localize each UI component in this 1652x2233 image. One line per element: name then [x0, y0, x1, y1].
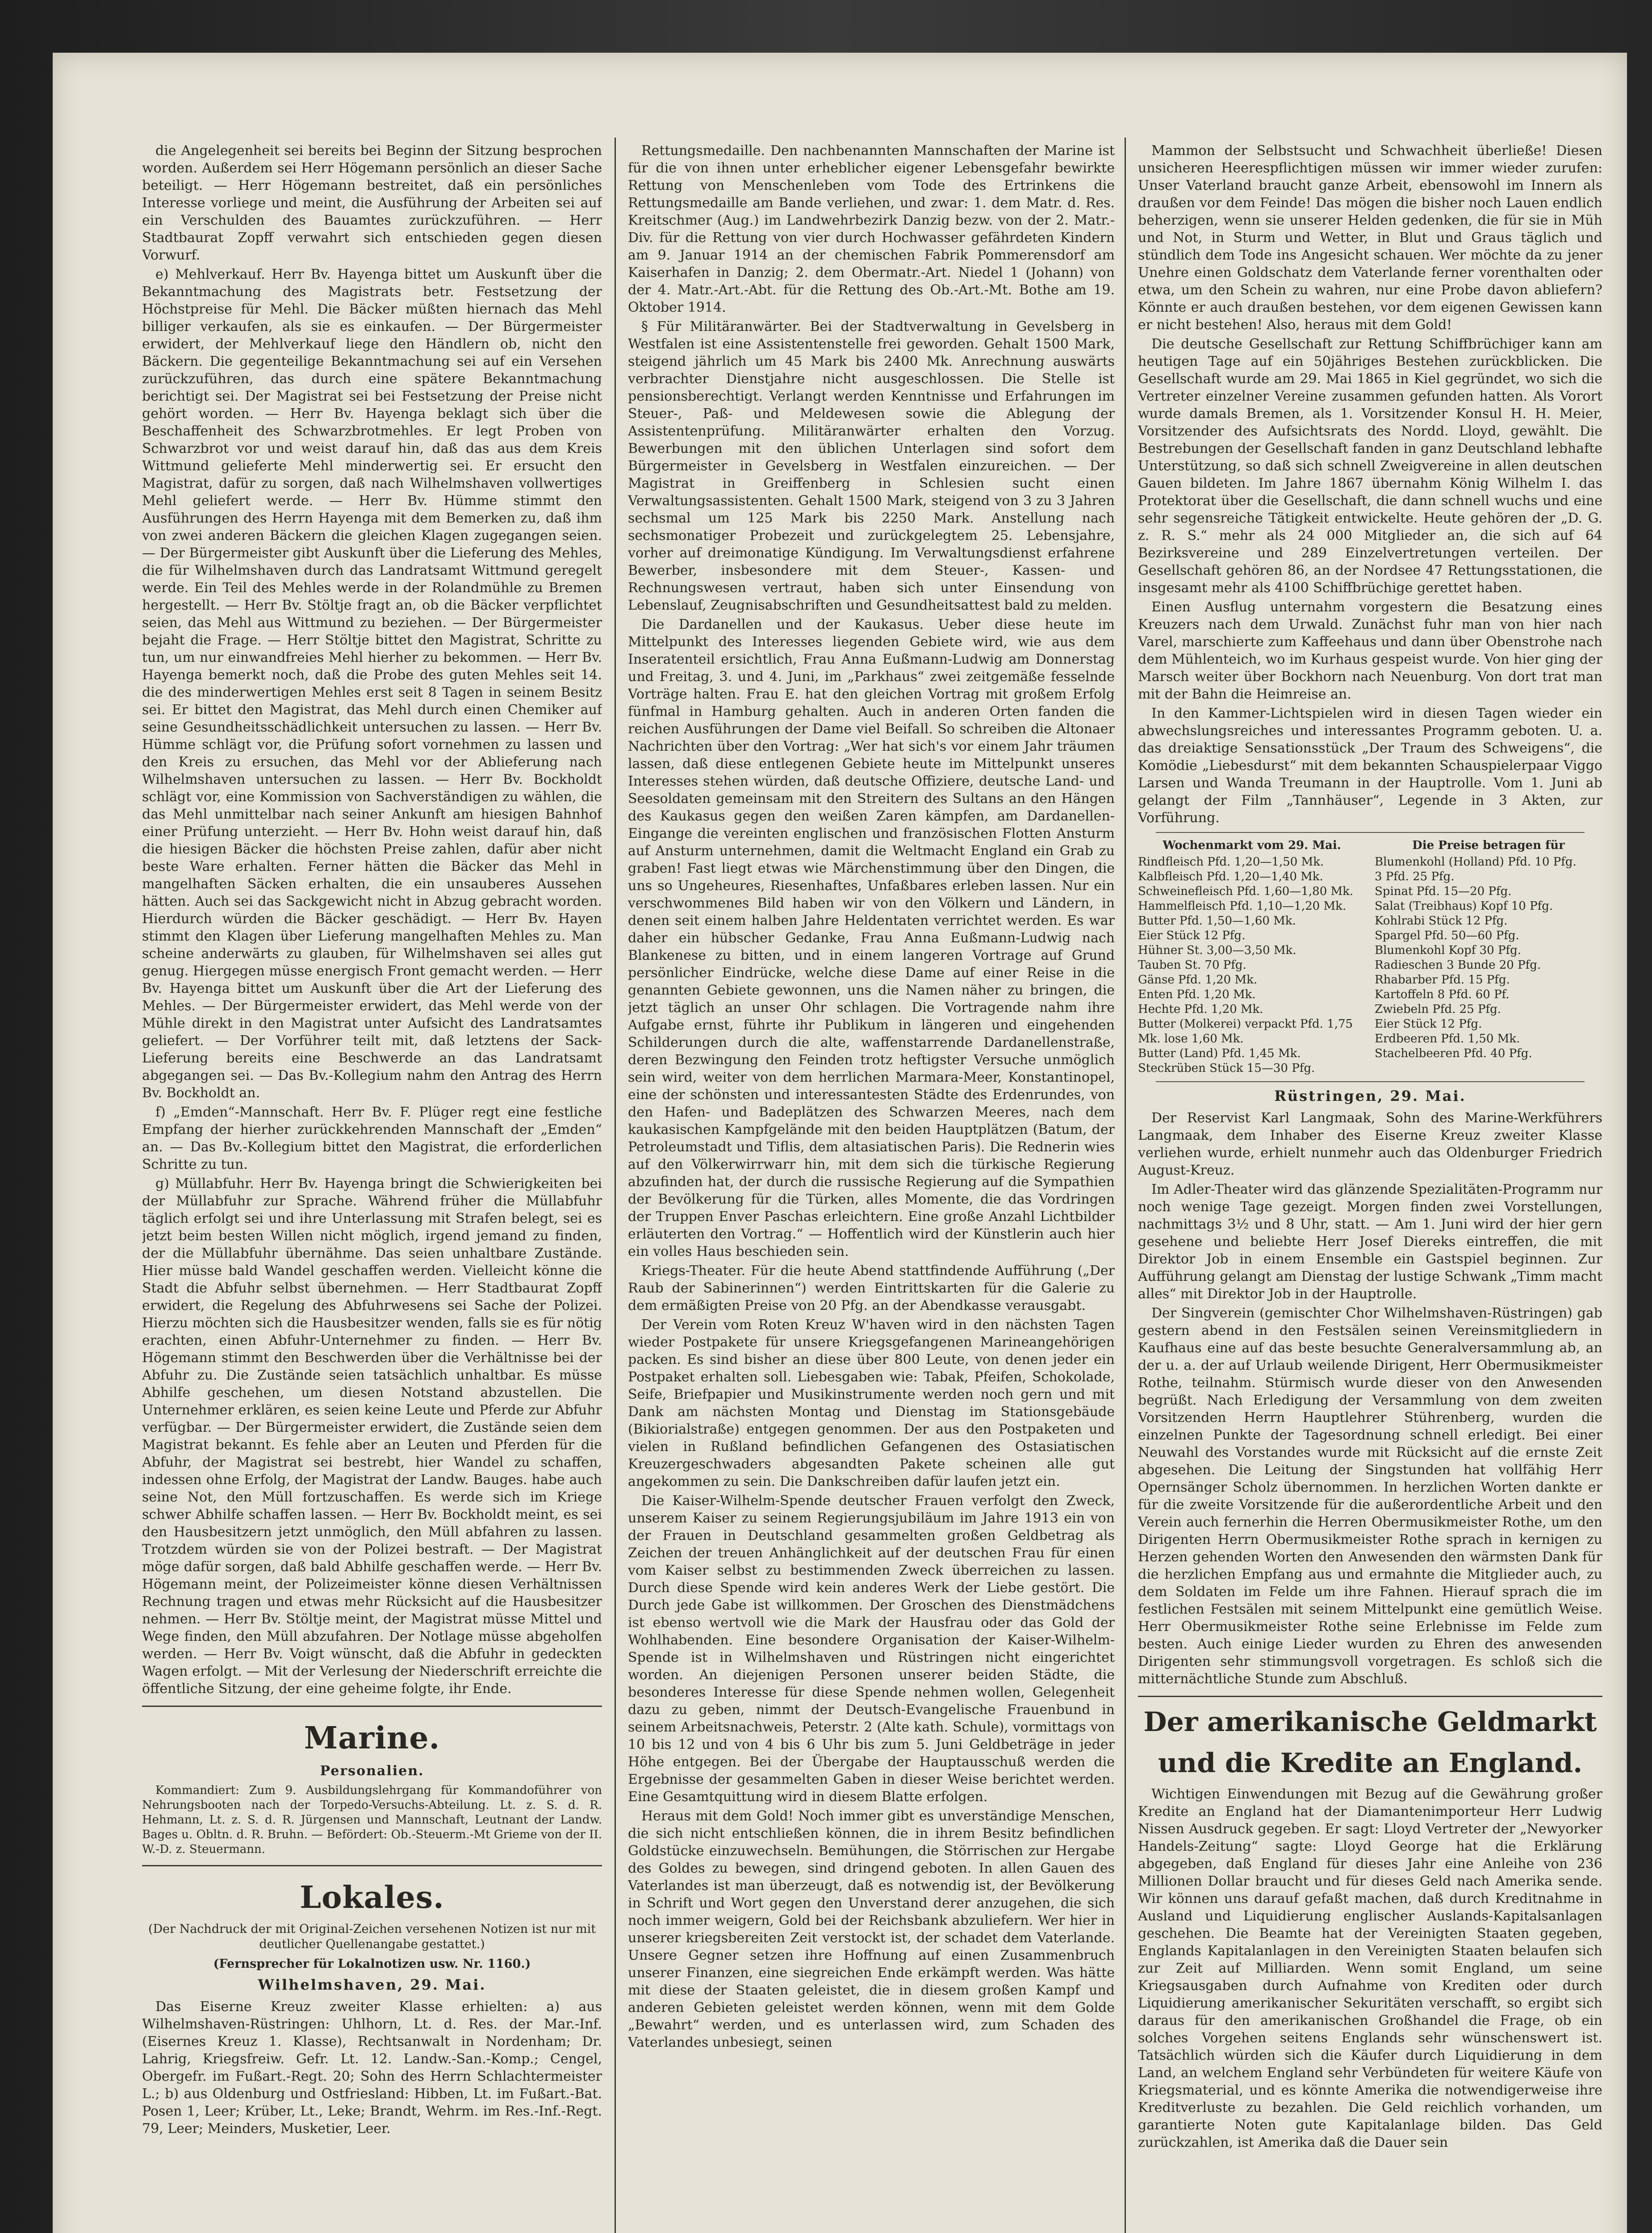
article-paragraph: Die deutsche Gesellschaft zur Rettung Schiffbrüchiger kann am heutigen Tage auf ein 50jähriges Bestehen zurückblicken. Die Gesellschaft wurde am 29. Mai 1865 in Kiel gegründet, wo sich die Vertreter einzelner Vereine zusammen gefunden hatten. Als Vorort wurde damals Bremen, als 1. Vorsitzender Konsul H. H. Meier, Vorsitzender des Aufsichtsrats des Nordd. Lloyd, gewählt. Die Bestrebungen der Gesellschaft fanden in ganz Deutschland lebhafte Unterstützung, so daß sich schnell Zweigvereine in allen deutschen Gauen bildeten. Im Jahre 1867 übernahm König Wilhelm I. das Protektorat über die Gesellschaft, die dann schnell wuchs und eine sehr segensreiche Tätigkeit entwickelte. Heute gehören der „D. G. z. R. S.“ mehr als 24 000 Mitglieder an, die sich auf 64 Bezirksvereine und 289 Einzelvertretungen verteilen. Der Gesellschaft gehören 86, an der Nordsee 47 Rettungsstationen, die insgesamt mehr als 4100 Schiffbrüchige gerettet haben.: [1138, 336, 1602, 596]
market-column-left: [1138, 838, 1366, 1076]
article-paragraph: Kriegs-Theater. Für die heute Abend stattfindende Aufführung („Der Raub der Sabinerinnen“) werden Eintrittskarten für die Galerie zu dem ermäßigten Preise von 20 Pfg. an der Abendkasse verausgabt.: [628, 1263, 1115, 1313]
market-price-row: Erdbeeren Pfd. 1,50 Mk.: [1375, 1032, 1520, 1045]
market-heading: Wochenmarkt vom 29. Mai.: [1163, 839, 1341, 852]
article-paragraph: die Angelegenheit sei bereits bei Beginn der Sitzung besprochen worden. Außerdem sei Herr Högemann persönlich an dieser Sache beteiligt. — Herr Högemann bestreitet, daß ein persönliches Interesse vorliege und meint, die Ausführung der Arbeiten sei auf ein Verschulden des Bauamtes zurückzuführen. — Herr Stadtbaurat Zopff verwahrt sich entschieden gegen diesen Vorwurf.: [142, 143, 602, 263]
column-3: [1138, 142, 1602, 2233]
section-divider: [142, 1706, 602, 1707]
lokales-dateline: Wilhelmshaven, 29. Mai.: [258, 1976, 486, 1993]
market-price-row: Spargel Pfd. 50—60 Pfg.: [1375, 929, 1519, 942]
article-paragraph: Die Kaiser-Wilhelm-Spende deutscher Frauen verfolgt den Zweck, unserem Kaiser zu seinem Regierungsjubiläum im Jahre 1913 ein von der Frauen in Deutschland gesammelten großen Geldbetrag als Zeichen der treuen Anhänglichkeit auf der deutschen Frau für einen vom Kaiser selbst zu bestimmenden Zweck überreichen zu lassen. Durch diese Spende wird kein anderes Werk der Liebe gestört. Die Durch jede Gabe ist willkommen. Der Groschen des Dienstmädchens ist ebenso wertvoll wie die Mark der Hausfrau oder das Gold der Wohlhabenden. Eine besondere Organisation der Kaiser-Wilhelm-Spende ist in Wilhelmshaven und Rüstringen nicht eingerichtet worden. An diejenigen Personen unserer beiden Städte, die besonderes Interesse für diese Spende nehmen wollen, Gelegenheit dazu zu geben, nimmt der Deutsch-Evangelische Frauenbund in seinem Arbeitsnachweis, Peterstr. 2 (Alte kath. Schule), vormittags von 10 bis 12 und von 4 bis 6 Uhr bis zum 5. Juni Geldbeträge in jeder Höhe entgegen. Bei der Übergabe der Hauptausschuß werden die Ergebnisse der gesammelten Gaben in dieser Weise berichtet werden. Eine Gesamtquittung wird in diesem Blatte erfolgen.: [628, 1493, 1115, 1805]
market-price-row: 3 Pfd. 25 Pfg.: [1375, 870, 1455, 883]
market-price-row: Gänse Pfd. 1,20 Mk.: [1138, 973, 1258, 987]
article-paragraph: Einen Ausflug unternahm vorgestern die Besatzung eines Kreuzers nach dem Urwald. Zunächst fuhr man von hier nach Varel, marschierte zum Kaffeehaus und dann über Obenstrohe nach dem Mühlenteich, wo im Kurhaus gespeist wurde. Von hier ging der Marsch weiter über Bockhorn nach Neuenburg. Von dort trat man mit der Bahn die Heimreise an.: [1138, 599, 1602, 702]
column-rule-right: [1125, 138, 1126, 2233]
feature-title-line-1: Der amerikanische Geldmarkt: [1143, 1706, 1597, 1738]
article-paragraph: g) Müllabfuhr. Herr Bv. Hayenga bringt die Schwierigkeiten bei der Müllabfuhr zur Sprache. Während früher die Müllabfuhr täglich erfolgt sei und ihre Unterlassung mit Strafen belegt, sei es jetzt beim besten Willen nicht möglich, irgend jemand zu finden, der die Müllabfuhr übernähme. Das seien unhaltbare Zustände. Hier müsse bald Wandel geschaffen werden. Vielleicht könne die Stadt die Abfuhr selbst übernehmen. — Herr Stadtbaurat Zopff erwidert, die Regelung des Abfuhrwesens sei Sache der Polizei. Hierzu möchten sich die Hausbesitzer wenden, falls sie es für nötig erachten, einen Abfuhr-Unternehmer zu finden. — Herr Bv. Högemann stimmt den Beschwerden über die Verhältnisse bei der Abfuhr zu. Die Zustände seien tatsächlich unhaltbar. Es müsse Abhilfe geschehen, um diesen Notstand abzustellen. Die Unternehmer erklären, es seien keine Leute und Pferde zur Abfuhr verfügbar. — Der Bürgermeister erwidert, die Zustände seien dem Magistrat bekannt. Es fehle aber an Leuten und Pferden für die Abfuhr, der Magistrat sei bestrebt, hier Wandel zu schaffen, indessen ohne Erfolg, der Magistrat der Landw. Bauges. habe auch seine Not, den Müll fortzuschaffen. Es werde sich im Kriege schwer Abhilfe schaffen lassen. — Herr Bv. Bockholdt meint, es sei den Hausbesitzern jetzt unmöglich, den Müll abfahren zu lassen. Trotzdem würden sie von der Polizei bestraft. — Der Magistrat möge dafür sorgen, daß bald Abhilfe geschaffen werde. — Herr Bv. Högemann meint, der Polizeimeister könne diesen Verhältnissen Rechnung tragen und etwas mehr Rücksicht auf die Hausbesitzer nehmen. — Herr Bv. Stöltje meint, der Magistrat müsse Mittel und Wege finden, den Müll abzufahren. Der Notlage müsse abgeholfen werden. — Herr Bv. Voigt wünscht, daß die Abfuhr in gedeckten Wagen erfolgt. — Mit der Verlesung der Niederschrift erreichte die öffentliche Sitzung, der eine geheime folgte, ihr Ende.: [142, 1176, 602, 1697]
feature-title-line-2: und die Kredite an England.: [1158, 1748, 1583, 1779]
section-divider: [1138, 1696, 1602, 1697]
market-price-table: [1138, 838, 1602, 1076]
market-price-row: Radieschen 3 Bunde 20 Pfg.: [1375, 958, 1541, 972]
article-paragraph: Der Verein vom Roten Kreuz W'haven wird in den nächsten Tagen wieder Postpakete für unsere Kriegsgefangenen Marineangehörigen packen. Es sind bisher an diese über 800 Leute, von denen jeder ein Postpaket erhalten soll. Liebesgaben wie: Tabak, Pfeifen, Schokolade, Seife, Briefpapier und Musikinstrumente werden noch gern und mit Dank am nächsten Montag und Dienstag im Stationsgebäude (Bikiorialstraße) entgegen genommen. Der aus den Postpaketen und vielen in Rußland befindlichen Gefangenen des Ostasiatischen Kreuzergeschwaders abgesandten Pakete scheinen alle gut angekommen zu sein. Die Dankschreiben dafür laufen jetzt ein.: [628, 1317, 1115, 1489]
phone-notice: (Fernsprecher für Lokalnotizen usw. Nr. 1160.): [213, 1957, 531, 1971]
market-heading-right: Die Preise betragen für: [1412, 839, 1565, 852]
market-rows-left: [1138, 855, 1366, 1076]
market-price-row: Stachelbeeren Pfd. 40 Pfg.: [1375, 1047, 1532, 1060]
marine-subheading: Personalien.: [320, 1763, 424, 1779]
market-column-right: [1375, 838, 1602, 1076]
market-price-row: Kartoffeln 8 Pfd. 60 Pf.: [1375, 988, 1510, 1001]
newspaper-page: [53, 53, 1627, 2233]
article-paragraph: Die Dardanellen und der Kaukasus. Ueber diese heute im Mittelpunkt des Interesses liegenden Gebiete wird, wie aus dem Inseratenteil ersichtlich, Frau Anna Eußmann-Ludwig am Donnerstag und Freitag, 3. und 4. Juni, im „Parkhaus“ zwei zeitgemäße fesselnde Vorträge halten. Frau E. hat den gleichen Vortrag mit großem Erfolg fünfmal in Hamburg gehalten. Auch in anderen Orten fanden die reichen Ausführungen der Dame viel Beifall. So schreiben die Altonaer Nachrichten über den Vortrag: „Wer hat sich's vor einem Jahr träumen lassen, daß diese entlegenen Gebiete heute im Mittelpunkt unseres Interesses stehen würden, daß deutsche Offiziere, deutsche Land- und Seesoldaten gemeinsam mit den Streitern des Sultans an den Hängen des Kaukasus gegen den weißen Zaren kämpfen, am Dardanellen-Eingange die vereinten englischen und französischen Flotten Ansturm auf Ansturm unternehmen, damit die Weltmacht England ein Grab zu graben! Fast liegt etwas wie Märchenstimmung über den Dingen, die uns so Ungeheures, Riesenhaftes, Unfaßbares erleben lassen. Nur ein verschwommenes Bild haben wir von den Völkern und Ländern, in denen seit einem halben Jahre Heldentaten verrichtet werden. Es war daher ein hübscher Gedanke, Frau Anna Eußmann-Ludwig nach Blankenese zu bitten, und in einem langeren Vortrage auf Grund persönlicher Eindrücke, welche diese Dame auf einer Reise in die genannten Gebiete gewonnen, uns die Namen näher zu bringen, die jetzt täglich an unser Ohr schlagen. Die Vortragende nahm ihre Aufgabe ernst, führte ihr Publikum in längeren und eingehenden Schilderungen durch die alte, waffenstarrende Dardanellenstraße, deren Bezwingung den Feinden trotz heftigster Versuche unmöglich sein wird, weiter von dem herrlichen Marmara-Meer, Konstantinopel, eine der schönsten und interessantesten Städte des Erdenrundes, von den Hafen- und Badeplätzen des Schwarzen Meeres, nach dem kaukasischen Kampfgelände mit den beiden Hauptplätzen (Batum, der Petroleumstadt und Tiflis, dem altasiatischen Paris). Die Rednerin wies auf den Völkerwirrwarr hin, mit dem sich die türkische Regierung abzufinden hat, der durch die russische Regierung auf die Sympathien der Bevölkerung für die Türken, alles Momente, die das Vordringen der Truppen Enver Paschas erleichtern. Eine große Anzahl Lichtbilder erläuterten den Vortrag.“ — Hoffentlich wird der Künstlerin auch hier ein volles Haus beschieden sein.: [628, 617, 1115, 1259]
market-price-row: Hammelfleisch Pfd. 1,10—1,20 Mk.: [1138, 899, 1347, 913]
article-paragraph: § Für Militäranwärter. Bei der Stadtverwaltung in Gevelsberg in Westfalen ist eine Assistentenstelle frei geworden. Gehalt 1500 Mark, steigend jährlich um 45 Mark bis 2400 Mk. Anrechnung auswärts verbrachter Dienstjahre nicht ausgeschlossen. Die Stelle ist pensionsberechtigt. Verlangt werden Kenntnisse und Erfahrungen im Steuer-, Paß- und Meldewesen sowie die Ablegung der Assistentenprüfung. Militäranwärter erhalten den Vorzug. Bewerbungen mit den üblichen Unterlagen sind sofort dem Bürgermeister in Gevelsberg in Westfalen einzureichen. — Der Magistrat in Greiffenberg in Schlesien sucht einen Verwaltungsassistenten. Gehalt 1500 Mark, steigend von 3 zu 3 Jahren sechsmal um 125 Mark bis 2250 Mark. Anstellung nach sechsmonatiger Probezeit und zurückgelegtem 25. Lebensjahre, vorher auf dreimonatige Kündigung. Im Verwaltungsdienst erfahrene Bewerber, insbesondere mit dem Steuer-, Kassen- und Rechnungswesen vertraut, haben sich unter Einsendung von Lebenslauf, Zeugnisabschriften und Gesundheitsattest bald zu melden.: [628, 319, 1115, 613]
market-price-row: Butter (Molkerei) verpackt Pfd. 1,75: [1138, 1017, 1353, 1031]
market-rows-right: [1375, 855, 1602, 1061]
market-price-row: Zwiebeln Pfd. 25 Pfg.: [1375, 1003, 1501, 1016]
column-rule-left: [615, 138, 616, 2233]
article-paragraph: Der Reservist Karl Langmaak, Sohn des Marine-Werkführers Langmaak, dem Inhaber des Eiserne Kreuz zweiter Klasse verliehen wurde, erhielt nunmehr auch das Oldenburger Friedrich August-Kreuz.: [1138, 1110, 1602, 1178]
section-divider: [142, 1865, 602, 1866]
article-paragraph: Mammon der Selbstsucht und Schwachheit überließe! Diesen unsicheren Heerespflichtigen müssen wir immer wieder zurufen: Unser Vaterland braucht ganze Arbeit, ebensowohl im Innern als draußen vor dem Feinde! Das mögen die bisher noch Lauen endlich beherzigen, wenn sie unserer Helden gedenken, die für sie in Müh und Not, in Sturm und Wetter, in Blut und Graus täglich und stündlich dem Tode ins Angesicht schauen. Wer möchte da zu jener Unehre einen Goldschatz dem Vaterlande ferner vorenthalten oder etwa, um den Schein zu wahren, nur eine Probe davon abliefern? Könnte er auch draußen bestehen, vor dem eigenen Gewissen kann er nicht bestehen! Also, heraus mit dem Gold!: [1138, 143, 1602, 333]
article-paragraph: Heraus mit dem Gold! Noch immer gibt es unverständige Menschen, die sich nicht entschließen können, die in ihrem Besitz befindlichen Goldstücke einzuwechseln. Bemühungen, die Störrischen zur Hergabe des Goldes zu bewegen, sind dringend geboten. In allen Gauen des Vaterlandes ist man überzeugt, daß es notwendig ist, der Bevölkerung in Schrift und Wort gegen den Unverstand derer anzugehen, die sich noch immer weigern, Gold bei der Reichsbank abzuliefern. Wer hier in unserer kriegsbereiten Zeit verstockt ist, der schadet dem Vaterlande. Unsere Gegner setzen ihre Hoffnung auf einen Zusammenbruch unserer Finanzen, eine siegreichen Ende erkämpft werden. Was hätte mit diese der Staaten geleistet, die in diesem großen Kampf und anderen Gebieten geleistet werden können, wenn mit dem Golde „Bewahrt“ werden, und es unterlassen wird, zum Schaden des Vaterlandes unbesiegt, seinen: [628, 1808, 1115, 2050]
market-price-row: Enten Pfd. 1,20 Mk.: [1138, 988, 1256, 1001]
column-2: [628, 142, 1115, 2233]
market-price-row: Rhabarber Pfd. 15 Pfg.: [1375, 973, 1510, 987]
market-price-row: Kalbfleisch Pfd. 1,20—1,40 Mk.: [1138, 870, 1323, 883]
article-paragraph: Im Adler-Theater wird das glänzende Spezialitäten-Programm nur noch wenige Tage gezeigt. Morgen finden zwei Vorstellungen, nachmittags 3½ und 8 Uhr, statt. — Am 1. Juni wird der hier gern gesehene und beliebte Herr Josef Diereks eintreffen, die mit Direktor Job in einem Ensemble ein Gastspiel beginnen. Zur Aufführung gelangt am Dienstag der lustige Schwank „Timm macht alles“ mit Direktor Job in der Hauptrolle.: [1138, 1182, 1602, 1302]
market-price-row: Hechte Pfd. 1,20 Mk.: [1138, 1003, 1263, 1016]
feature-text: Wichtigen Einwendungen mit Bezug auf die Gewährung großer Kredite an England hat der Diamantenimporteur Herr Ludwig Nissen Ausdruck gegeben. Er sagt: Lloyd Vertreter der „Newyorker Handels-Zeitung“ sagte: Lloyd George hat die Erklärung abgegeben, daß England für dieses Jahr eine Anleihe von 236 Millionen Dollar braucht und für dieses Geld nach Amerika sende. Wir können uns darauf gefaßt machen, daß durch Kreditnahme in Ausland und Liquidierung englischer Auslands-Kapitalsanlagen geschehen. Die Beamte hat der Vereinigten Staaten gegeben, Englands Kapitalanlagen in den Vereinigten Staaten belaufen sich zur Zeit auf Milliarden. Wenn somit England, um seine Kriegsausgaben durch Aufnahme von Krediten oder durch Liquidierung amerikanischer Sekuritäten verschafft, so ergibt sich daraus für den amerikanischen Großhandel die Frage, ob ein solches Vorgehen seitens Englands sehr wünschenswert ist. Tatsächlich würden sich die Käufer durch Liquidierung in dem Land, an welchem England sehr Verbündeten für weitere Käufe von Kriegsmaterial, und es könnte Amerika die notwendigerweise ihre Kreditverluste zu bezahlen. Die Geld reichlich vorhanden, um garantierte Noten gute Kapitalanlage bilden. Das Geld zurückzahlen, ist Amerika daß die Dauer sein: [1138, 1786, 1602, 2150]
market-price-row: Blumenkohl (Holland) Pfd. 10 Pfg.: [1375, 855, 1577, 869]
market-price-row: Salat (Treibhaus) Kopf 10 Pfg.: [1375, 899, 1553, 913]
market-price-row: Eier Stück 12 Pfg.: [1138, 929, 1246, 942]
market-price-row: Butter Pfd. 1,50—1,60 Mk.: [1138, 914, 1296, 928]
market-price-row: Kohlrabi Stück 12 Pfg.: [1375, 914, 1508, 928]
article-paragraph: In den Kammer-Lichtspielen wird in diesen Tagen wieder ein abwechslungsreiches und interessantes Programm geboten. U. a. das dreiaktige Sensationsstück „Der Traum des Schweigens“, die Komödie „Liebesdurst“ mit dem bekannten Schauspielerpaar Viggo Larsen und Wanda Treumann in der Hauptrolle. Vom 1. Juni ab gelangt der Film „Tannhäuser“, Legende in 3 Akten, zur Vorführung.: [1138, 706, 1602, 826]
market-price-row: Schweinefleisch Pfd. 1,60—1,80 Mk.: [1138, 885, 1354, 898]
market-price-row: Steckrüben Stück 15—30 Pfg.: [1138, 1062, 1315, 1075]
marine-text: Kommandiert: Zum 9. Ausbildungslehrgang für Kommandoführer von Nehrungsbooten nach der Torpedo-Versuchs-Abteilung. Lt. z. S. d. R. Hehmann, Lt. z. S. d. R. Jürgensen und Mannschaft, Leutnant der Landw. Bages u. Obltn. d. R. Bruhn. — Befördert: Ob.-Steuerm.-Mt Grieme von der II. W.-D. z. Steuermann.: [142, 1784, 602, 1856]
ruestringen-dateline: Rüstringen, 29. Mai.: [1274, 1087, 1466, 1104]
market-price-row: Eier Stück 12 Pfg.: [1375, 1017, 1482, 1031]
article-paragraph: e) Mehlverkauf. Herr Bv. Hayenga bittet um Auskunft über die Bekanntmachung des Magistrats betr. Festsetzung der Höchstpreise für Mehl. Die Bäcker müßten hiernach das Mehl billiger verkaufen, als sie es einkaufen. — Der Bürgermeister erwidert, der Mehlverkauf liege den Händlern ob, nicht den Bäckern. Die gegenteilige Bekanntmachung sei auf ein Versehen zurückzuführen, das durch eine spätere Bekanntmachung berichtigt sei. Der Magistrat sei bei Festsetzung der Preise nicht gehört worden. — Herr Bv. Hayenga beklagt sich über die Beschaffenheit des Schwarzbrotmehles. Er legt Proben von Schwarzbrot vor und weist darauf hin, daß das aus dem Kreis Wittmund gelieferte Mehl minderwertig sei. Er ersucht den Magistrat, dafür zu sorgen, daß nach Wilhelmshaven vollwertiges Mehl geliefert werde. — Herr Bv. Hümme stimmt den Ausführungen des Herrn Hayenga mit dem Bemerken zu, daß ihm von zwei anderen Bäckern die gleichen Klagen zugegangen seien. — Der Bürgermeister gibt Auskunft über die Lieferung des Mehles, die für Wilhelmshaven durch das Landratsamt Wittmund geregelt werde. Ein Teil des Mehles werde in der Rolandmühle zu Bremen hergestellt. — Herr Bv. Stöltje fragt an, ob die Bäcker verpflichtet seien, das Mehl aus Wittmund zu beziehen. — Der Bürgermeister bejaht die Frage. — Herr Stöltje bittet den Magistrat, Schritte zu tun, um nur einwandfreies Mehl hierher zu bekommen. — Herr Bv. Hayenga bemerkt noch, daß die Probe des guten Mehles seit 14. die des minderwertigen Mehles erst seit 8 Tagen in seinem Besitz sei. Er bittet den Magistrat, das Mehl durch einen Chemiker auf seine Gesundheitsschädlichkeit untersuchen zu lassen. — Herr Bv. Hümme schlägt vor, die Prüfung sofort vornehmen zu lassen und den Kreis zu ersuchen, das Mehl vor der Ablieferung nach Wilhelmshaven untersuchen zu lassen. — Herr Bv. Bockholdt schlägt vor, eine Kommission von Sachverständigen zu wählen, die das Mehl unmittelbar nach seiner Ankunft am hiesigen Bahnhof einer Prüfung unterzieht. — Herr Bv. Hohn weist darauf hin, daß die hiesigen Bäcker die höchsten Preise zahlen, dafür aber nicht beste Ware erhalten. Ferner hätten die Bäcker das Mehl in mangelhaften Säcken erhalten, die ein unsauberes Aussehen hätten. Auch sei das Sackgewicht nicht in Abzug gebracht worden. Hierdurch würden die Bäcker geschädigt. — Herr Bv. Hayen stimmt den Klagen über Lieferung mangelhaften Mehles zu. Man scheine anderwärts zu glauben, für Wilhelmshaven sei alles gut genug. Hiergegen müsse energisch Front gemacht werden. — Herr Bv. Hayenga bittet um Auskunft über die Art der Lieferung des Mehles. — Der Bürgermeister erwidert, das Mehl werde von der Mühle direkt in den Magistrat unter Aufsicht des Landratsamtes geliefert. — Der Vorführer teilt mit, daß letztens der Sack-Lieferung bereits eine Beschwerde an das Landratsamt abgegangen sei. — Das Bv.-Kollegium nahm den Antrag des Herrn Bv. Bockholdt an.: [142, 267, 602, 1101]
reprint-notice: (Der Nachdruck der mit Original-Zeichen versehenen Notizen ist nur mit deutlicher Quellenangabe gestattet.): [148, 1922, 596, 1951]
market-divider: [1156, 832, 1585, 833]
marine-heading: Marine.: [304, 1720, 440, 1756]
market-price-row: Butter (Land) Pfd. 1,45 Mk.: [1138, 1047, 1301, 1060]
market-price-row: Spinat Pfd. 15—20 Pfg.: [1375, 885, 1512, 898]
iron-cross-article: Das Eiserne Kreuz zweiter Klasse erhielten: a) aus Wilhelmshaven-Rüstringen: Uhlhorn, Lt. d. Res. der Mar.-Inf. (Eisernes Kreuz 1. Klasse), Rechtsanwalt in Nordenham; Dr. Lahrig, Kriegsfreiw. Gefr. Lt. 12. Landw.-San.-Komp.; Cengel, Obergefr. im Fußart.-Regt. 20; Sohn des Herrn Schlachtermeister L.; b) aus Oldenburg und Ostfriesland: Hibben, Lt. im Fußart.-Bat. Posen 1, Leer; Krüber, Lt., Leke; Brandt, Wehrm. im Res.-Inf.-Regt. 79, Leer; Meinders, Musketier, Leer.: [142, 1999, 602, 2137]
market-price-row: Tauben St. 70 Pfg.: [1138, 958, 1246, 972]
article-paragraph: f) „Emden“-Mannschaft. Herr Bv. F. Plüger regt eine festliche Empfang der hierher zurückkehrenden Mannschaft der „Emden“ an. — Das Bv.-Kollegium bittet den Magistrat, die erforderlichen Schritte zu tun.: [142, 1104, 602, 1172]
market-divider: [1156, 1081, 1585, 1082]
column-1: [142, 142, 602, 2233]
lokales-heading: Lokales.: [300, 1880, 444, 1915]
market-price-row: Blumenkohl Kopf 30 Pfg.: [1375, 944, 1521, 957]
market-price-row: Hühner St. 3,00—3,50 Mk.: [1138, 944, 1297, 957]
market-price-row: Mk. lose 1,60 Mk.: [1138, 1032, 1244, 1045]
article-paragraph: Rettungsmedaille. Den nachbenannten Mannschaften der Marine ist für die von ihnen unter erheblicher eigener Lebensgefahr bewirkte Rettung von Menschenleben vom Tode des Ertrinkens die Rettungsmedaille am Bande verliehen, und zwar: 1. dem Matr. d. Res. Kreitschmer (Aug.) im Landwehrbezirk Danzig bezw. von der 2. Matr.-Div. für die Rettung von vier durch Hochwasser gefährdeten Kindern am 9. Januar 1914 an der chemischen Fabrik Pommerensdorf am Kaiserhafen in Danzig; 2. dem Obermatr.-Art. Niedel 1 (Johann) von der 4. Matr.-Art.-Abt. für die Rettung des Ob.-Art.-Mt. Bothe am 19. Oktober 1914.: [628, 143, 1115, 315]
article-paragraph: Der Singverein (gemischter Chor Wilhelmshaven-Rüstringen) gab gestern abend in den Festsälen seinen Vereinsmitgliedern in Kaufhaus eine auf das beste besuchte Generalversammlung ab, an der u. a. der auf Urlaub weilende Dirigent, Herr Obermusikmeister Rothe, teilnahm. Stürmisch wurde dieser von den Anwesenden begrüßt. Nach Erledigung der Versammlung von dem zweiten Vorsitzenden Herrn Hauptlehrer Stührenberg, wurden die einzelnen Punkte der Tagesordnung schnell erledigt. Bei einer Neuwahl des Vorstandes wurde mit Rücksicht auf die ernste Zeit abgesehen. Die Leitung der Singstunden hat vollfähig Herr Opernsänger Scholz übernommen. In herzlichen Worten dankte er für die zweite Vorsitzende für die außerordentliche Arbeit und den Verein auch fernerhin die Herren Obermusikmeister Rothe, um den Dirigenten Herrn Obermusikmeister Rothe sprach in kernigen zu Herzen gehenden Worten den Anwesenden den wärmsten Dank für die herzlichen Empfang aus und ermahnte die Mitglieder auch, zu dem Soldaten im Felde um ihre Fahnen. Hierauf sprach die im festlichen Festsälen mit seinem Mittelpunkt eine gemütlich Weise. Herr Obermusikmeister Rothe seine Erlebnisse im Felde zum besten. Auch einige Lieder wurden zu Ehren des anwesenden Dirigenten sehr stimmungsvoll vorgetragen. Es schloß sich die mitternächtliche Stunde zum Abschluß.: [1138, 1305, 1602, 1687]
market-price-row: Rindfleisch Pfd. 1,20—1,50 Mk.: [1138, 855, 1324, 869]
